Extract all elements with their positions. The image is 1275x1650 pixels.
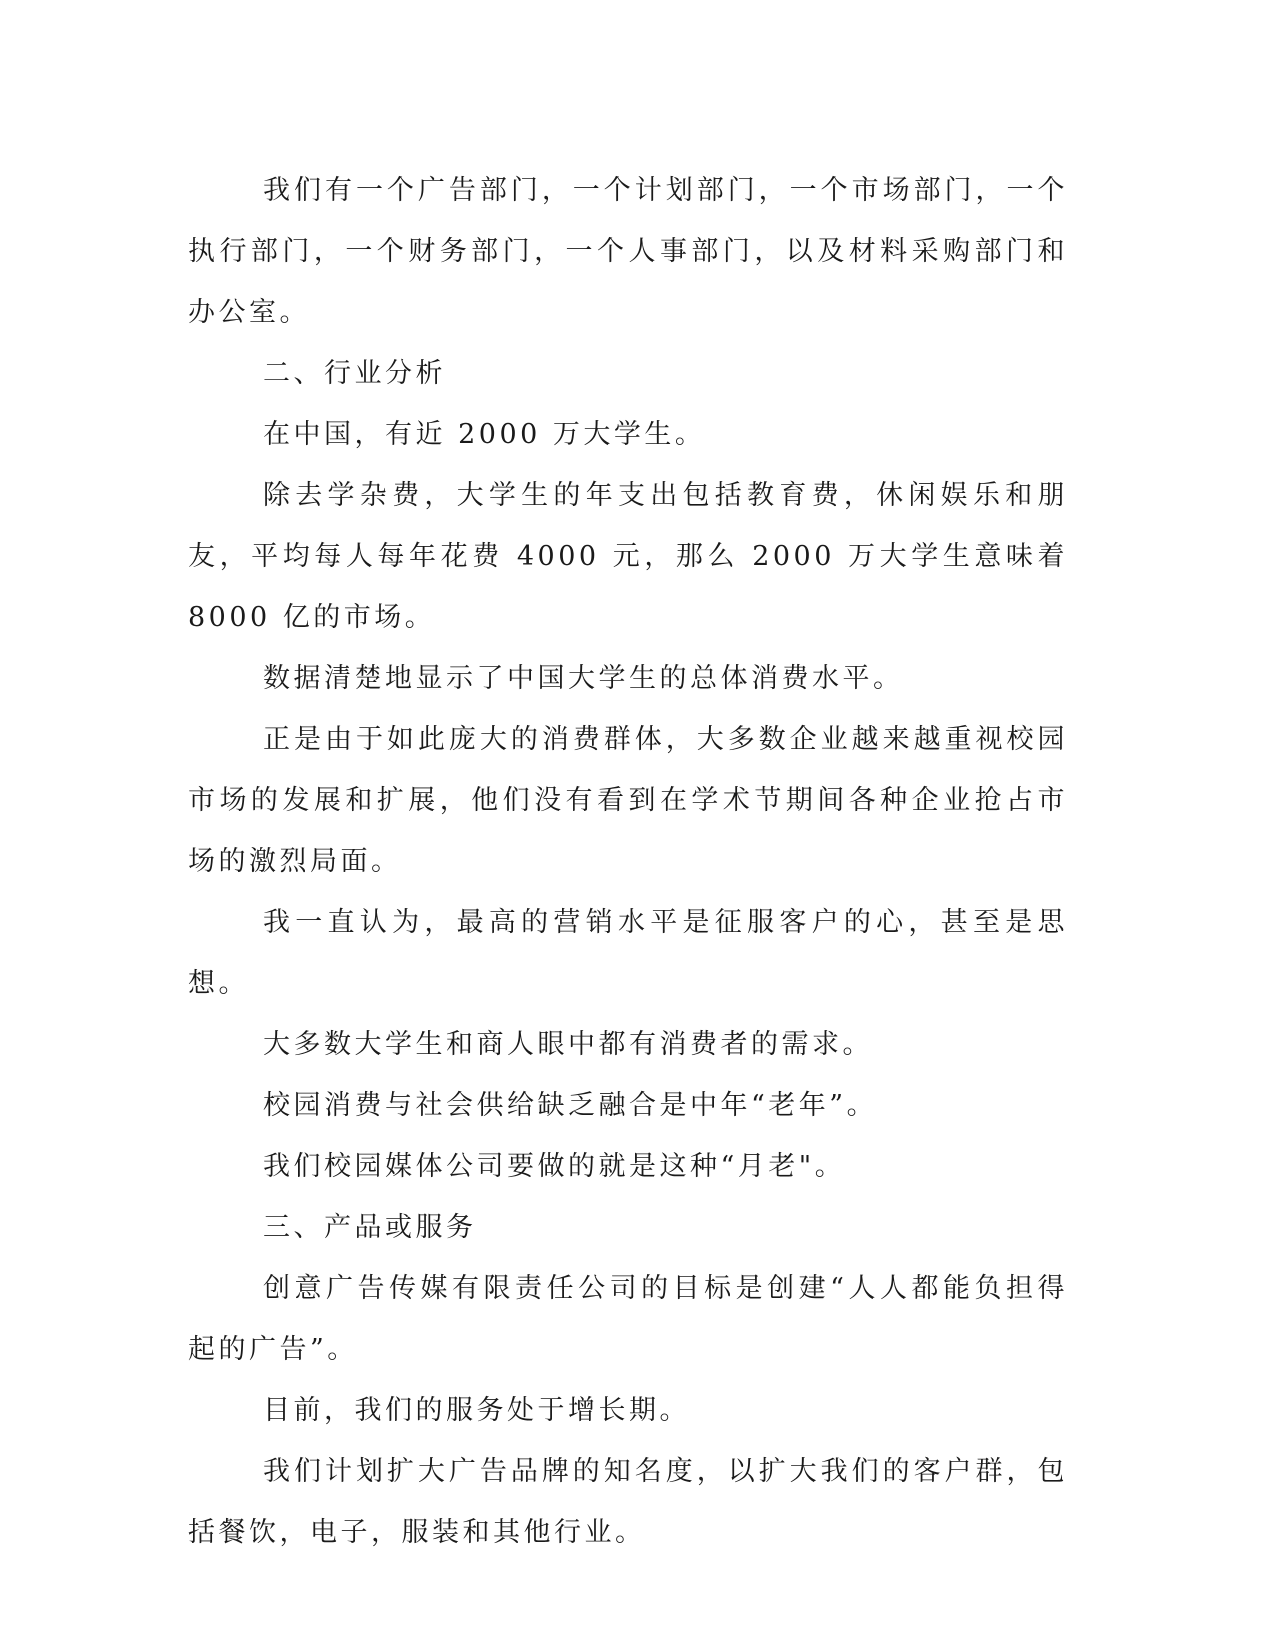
section-heading-industry-analysis: 二、行业分析 [263, 358, 446, 389]
paragraph-expansion-plan: 我们计划扩大广告品牌的知名度，以扩大我们的客户群，包括餐饮，电子，服装和其他行业。 [188, 1456, 1068, 1548]
paragraph-marketing-view: 我一直认为，最高的营销水平是征服客户的心，甚至是思想。 [188, 907, 1068, 999]
paragraph-consumer-demand: 大多数大学生和商人眼中都有消费者的需求。 [263, 1029, 873, 1060]
paragraph-spending: 除去学杂费，大学生的年支出包括教育费，休闲娱乐和朋友，平均每人每年花费 4000 元，那么 2000 万大学生意味着 8000 亿的市场。 [188, 480, 1068, 633]
paragraph-consumption-level: 数据清楚地显示了中国大学生的总体消费水平。 [263, 663, 904, 694]
paragraph-student-count: 在中国，有近 2000 万大学生。 [263, 419, 706, 450]
paragraph-company-goal: 创意广告传媒有限责任公司的目标是创建“人人都能负担得起的广告”。 [188, 1273, 1068, 1365]
paragraph-growth-stage: 目前，我们的服务处于增长期。 [263, 1395, 690, 1426]
paragraph-campus-consumption: 校园消费与社会供给缺乏融合是中年“老年”。 [263, 1090, 878, 1121]
section-heading-products-services: 三、产品或服务 [263, 1212, 477, 1243]
paragraph-departments: 我们有一个广告部门，一个计划部门，一个市场部门，一个执行部门，一个财务部门，一个人事部门，以及材料采购部门和办公室。 [188, 175, 1068, 328]
paragraph-campus-market: 正是由于如此庞大的消费群体，大多数企业越来越重视校园市场的发展和扩展，他们没有看到在学术节期间各种企业抢占市场的激烈局面。 [188, 724, 1068, 877]
paragraph-matchmaker: 我们校园媒体公司要做的就是这种“月老"。 [263, 1151, 846, 1182]
body-text [188, 160, 1068, 1563]
